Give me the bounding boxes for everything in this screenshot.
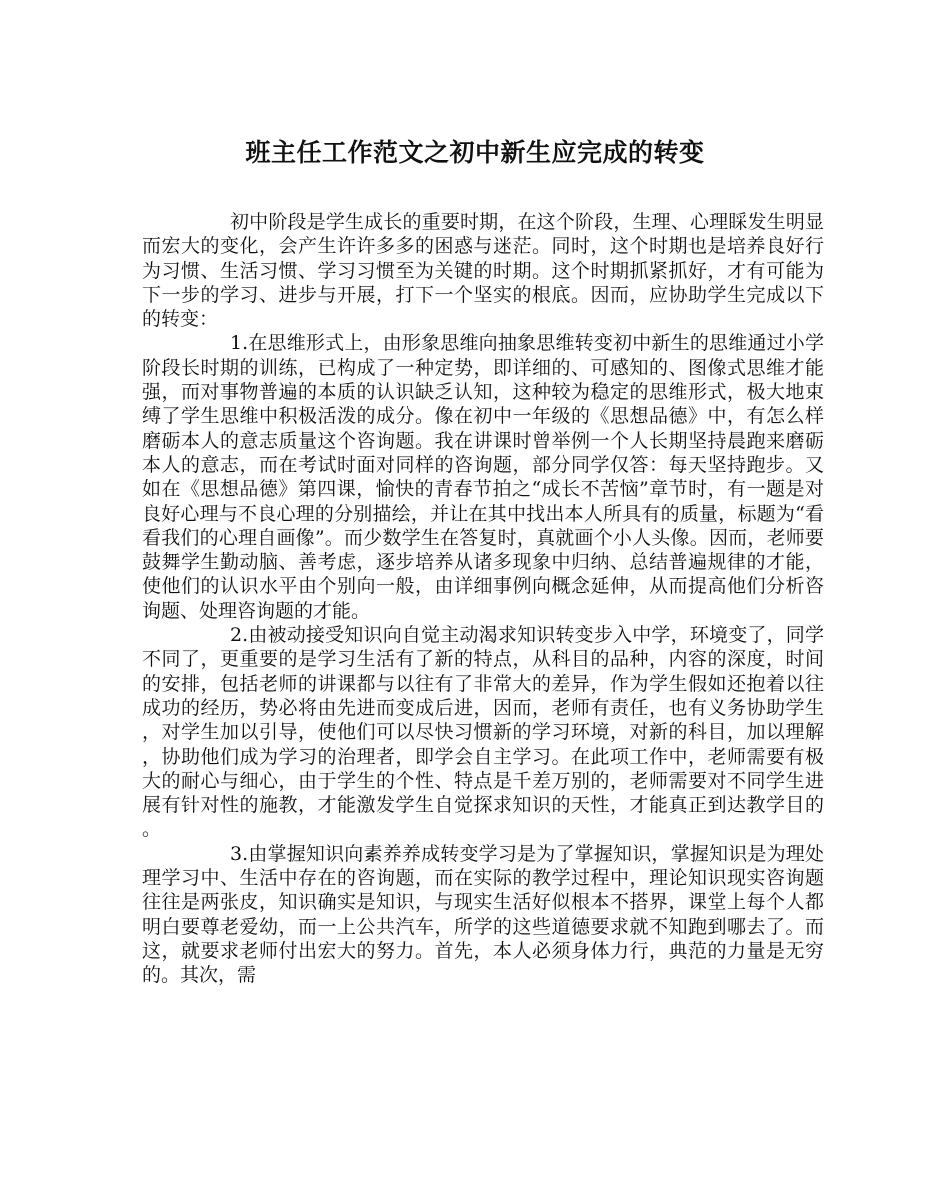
paragraph-intro: 初中阶段是学生成长的重要时期，在这个阶段，生理、心理睬发生明显而宏大的变化，会产生许许多多的困惑与迷茫。同时，这个时期也是培养良好行为习惯、生活习惯、学习习惯至为关键的时期。这个时期抓紧抓好，才有可能为下一步的学习、进步与开展，打下一个坚实的根底。因而，应协助学生完成以下的转变： xyxy=(142,211,824,331)
document-title: 班主任工作范文之初中新生应完成的转变 xyxy=(245,138,705,167)
paragraph-point-2: 2.由被动接受知识向自觉主动渴求知识转变步入中学，环境变了，同学不同了，更重要的是学习生活有了新的特点，从科目的品种，内容的深度，时间的安排，包括老师的讲课都与以往有了非常大的差异，作为学生假如还抱着以往成功的经历，势必将由先进而变成后进，因而，老师有责任，也有义务协助学生，对学生加以引导，使他们可以尽快习惯新的学习环境，对新的科目，加以理解，协助他们成为学习的治理者，即学会自主学习。在此项工作中，老师需要有极大的耐心与细心，由于学生的个性、特点是千差万别的，老师需要对不同学生进展有针对性的施教，才能激发学生自觉探求知识的天性，才能真正到达教学目的。 xyxy=(142,624,824,841)
paragraph-point-1: 1.在思维形式上，由形象思维向抽象思维转变初中新生的思维通过小学阶段长时期的训练，已构成了一种定势，即详细的、可感知的、图像式思维才能强，而对事物普遍的本质的认识缺乏认知，这种较为稳定的思维形式，极大地束缚了学生思维中积极活泼的成分。像在初中一年级的《思想品德》中，有怎么样磨砺本人的意志质量这个咨询题。我在讲课时曾举例一个人长期坚持晨跑来磨砺本人的意志，而在考试时面对同样的咨询题，部分同学仅答：每天坚持跑步。又如在《思想品德》第四课，愉快的青春节拍之“成长不苦恼”章节时，有一题是对良好心理与不良心理的分别描绘，并让在其中找出本人所具有的质量，标题为“看看我们的心理自画像”。而少数学生在答复时，真就画个小人头像。因而，老师要鼓舞学生勤动脑、善考虑，逐步培养从诸多现象中归纳、总结普遍规律的才能，使他们的认识水平由个别向一般，由详细事例向概念延伸，从而提高他们分析咨询题、处理咨询题的才能。 xyxy=(142,332,824,622)
document-body xyxy=(142,210,824,988)
paragraph-point-3: 3.由掌握知识向素养养成转变学习是为了掌握知识，掌握知识是为理处理学习中、生活中存在的咨询题，而在实际的教学过程中，理论知识现实咨询题往往是两张皮，知识确实是知识，与现实生活好似根本不搭界，课堂上每个人都明白要尊老爱幼，而一上公共汽车，所学的这些道德要求就不知跑到哪去了。而这，就要求老师付出宏大的努力。首先，本人必须身体力行，典范的力量是无穷的。其次，需 xyxy=(142,842,824,987)
